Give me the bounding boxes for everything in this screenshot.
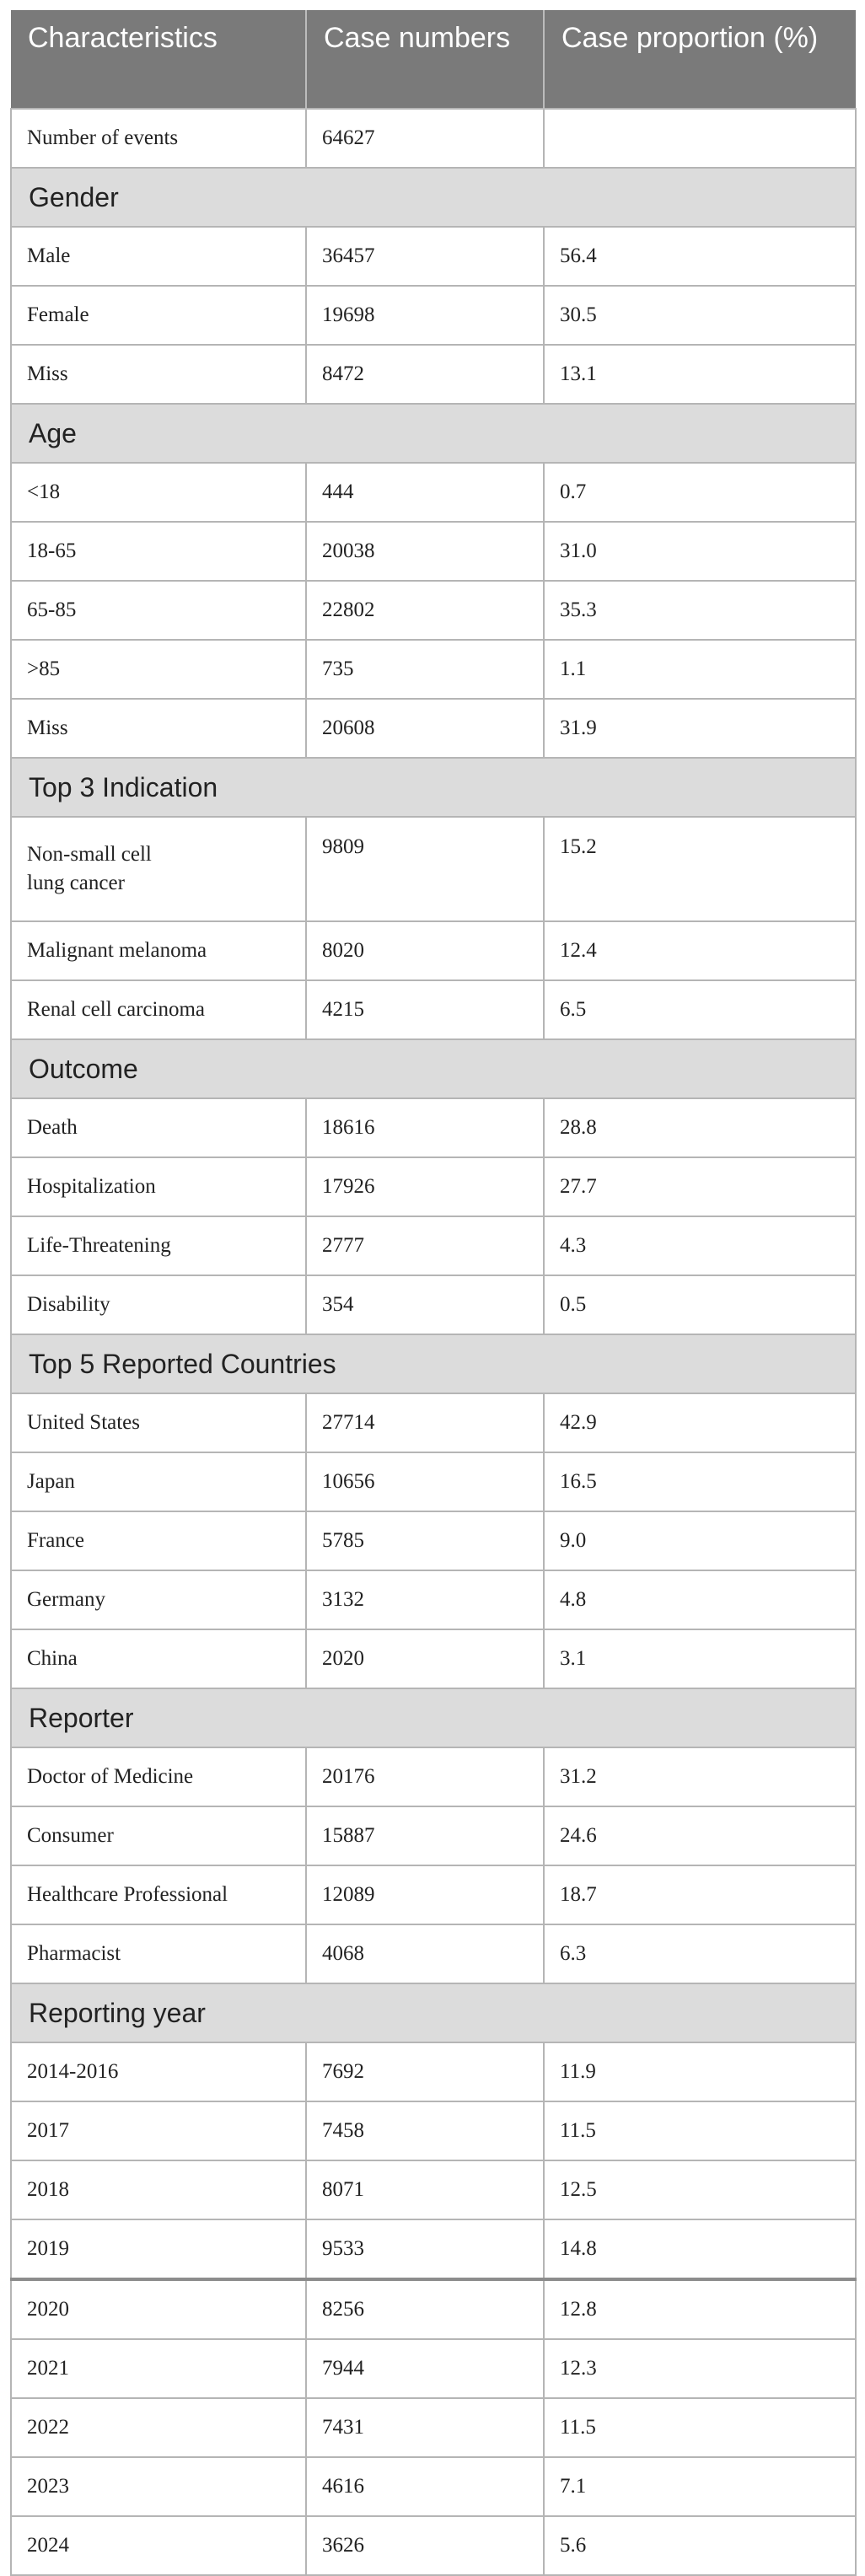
row-label: Pharmacist	[11, 1924, 306, 1983]
row-count: 735	[306, 640, 544, 699]
table-row	[11, 2516, 856, 2575]
row-count: 4068	[306, 1924, 544, 1983]
row-label: >85	[11, 640, 306, 699]
row-label: Number of events	[11, 109, 306, 168]
row-pct: 12.4	[544, 921, 856, 980]
row-pct: 6.3	[544, 1924, 856, 1983]
row-count: 20038	[306, 522, 544, 581]
table-row	[11, 1924, 856, 1983]
row-label: 2021	[11, 2339, 306, 2398]
row-count: 7944	[306, 2339, 544, 2398]
table-row	[11, 1157, 856, 1216]
row-count: 22802	[306, 581, 544, 640]
table-row	[11, 1747, 856, 1806]
table-row	[11, 1275, 856, 1334]
row-label: Male	[11, 227, 306, 286]
section-reporter	[11, 1688, 856, 1747]
row-count: 8071	[306, 2160, 544, 2219]
row-count: 20608	[306, 699, 544, 758]
header-characteristics: Characteristics	[11, 10, 306, 109]
row-pct: 5.6	[544, 2516, 856, 2575]
row-pct: 11.5	[544, 2398, 856, 2457]
row-pct: 7.1	[544, 2457, 856, 2516]
characteristics-table	[10, 10, 857, 2576]
row-label: France	[11, 1511, 306, 1570]
row-pct: 6.5	[544, 980, 856, 1039]
row-pct: 18.7	[544, 1865, 856, 1924]
row-count: 8472	[306, 345, 544, 404]
row-pct: 15.2	[544, 817, 856, 921]
table-row	[11, 2219, 856, 2279]
row-pct: 28.8	[544, 1098, 856, 1157]
row-pct: 24.6	[544, 1806, 856, 1865]
row-count: 19698	[306, 286, 544, 345]
table-row	[11, 640, 856, 699]
row-label: 2024	[11, 2516, 306, 2575]
row-pct: 12.3	[544, 2339, 856, 2398]
table-row	[11, 2101, 856, 2160]
row-count: 7431	[306, 2398, 544, 2457]
row-count: 444	[306, 463, 544, 522]
table-row	[11, 980, 856, 1039]
row-pct: 0.7	[544, 463, 856, 522]
table-row	[11, 1865, 856, 1924]
table-row	[11, 345, 856, 404]
table-row	[11, 1098, 856, 1157]
row-count: 2020	[306, 1629, 544, 1688]
row-label: Japan	[11, 1452, 306, 1511]
section-gender	[11, 168, 856, 227]
table-row	[11, 1806, 856, 1865]
table-row	[11, 463, 856, 522]
table-row	[11, 2042, 856, 2101]
row-count: 7692	[306, 2042, 544, 2101]
row-count: 7458	[306, 2101, 544, 2160]
row-pct: 16.5	[544, 1452, 856, 1511]
row-count: 9809	[306, 817, 544, 921]
row-label: 2019	[11, 2219, 306, 2279]
row-count: 10656	[306, 1452, 544, 1511]
table-row	[11, 2160, 856, 2219]
row-label: Renal cell carcinoma	[11, 980, 306, 1039]
row-label: 2020	[11, 2279, 306, 2339]
section-age	[11, 404, 856, 463]
row-pct: 31.0	[544, 522, 856, 581]
section-title: Top 3 Indication	[11, 758, 856, 817]
row-pct: 11.5	[544, 2101, 856, 2160]
table-row	[11, 1570, 856, 1629]
row-pct: 14.8	[544, 2219, 856, 2279]
section-title: Outcome	[11, 1039, 856, 1098]
table-row	[11, 581, 856, 640]
row-count: 9533	[306, 2219, 544, 2279]
row-label: Malignant melanoma	[11, 921, 306, 980]
row-pct: 31.9	[544, 699, 856, 758]
table-row	[11, 1629, 856, 1688]
row-pct	[544, 109, 856, 168]
table-row	[11, 286, 856, 345]
row-pct: 27.7	[544, 1157, 856, 1216]
table-row	[11, 817, 856, 921]
row-count: 12089	[306, 1865, 544, 1924]
row-label: Disability	[11, 1275, 306, 1334]
section-countries	[11, 1334, 856, 1393]
section-reporting-year	[11, 1983, 856, 2042]
row-pct: 31.2	[544, 1747, 856, 1806]
row-label: 2014-2016	[11, 2042, 306, 2101]
characteristics-table-container	[10, 10, 855, 2576]
table-row	[11, 2457, 856, 2516]
section-indication	[11, 758, 856, 817]
row-count: 3626	[306, 2516, 544, 2575]
header-case-numbers: Case numbers	[306, 10, 544, 109]
section-outcome	[11, 1039, 856, 1098]
row-count: 18616	[306, 1098, 544, 1157]
row-label: Germany	[11, 1570, 306, 1629]
table-row	[11, 2279, 856, 2339]
row-label: Miss	[11, 699, 306, 758]
row-count: 3132	[306, 1570, 544, 1629]
row-label: Death	[11, 1098, 306, 1157]
row-count: 20176	[306, 1747, 544, 1806]
row-label: Female	[11, 286, 306, 345]
table-row	[11, 1452, 856, 1511]
row-label: <18	[11, 463, 306, 522]
row-label: 65-85	[11, 581, 306, 640]
row-pct: 12.5	[544, 2160, 856, 2219]
row-pct: 3.1	[544, 1629, 856, 1688]
row-count: 4215	[306, 980, 544, 1039]
row-count: 4616	[306, 2457, 544, 2516]
row-label: Life-Threatening	[11, 1216, 306, 1275]
row-label: 2018	[11, 2160, 306, 2219]
row-pct: 11.9	[544, 2042, 856, 2101]
header-case-proportion: Case proportion (%)	[544, 10, 856, 109]
row-pct: 13.1	[544, 345, 856, 404]
row-label: 2022	[11, 2398, 306, 2457]
row-label: 18-65	[11, 522, 306, 581]
row-label: Miss	[11, 345, 306, 404]
table-row	[11, 699, 856, 758]
row-pct: 4.3	[544, 1216, 856, 1275]
row-pct: 42.9	[544, 1393, 856, 1452]
row-pct: 9.0	[544, 1511, 856, 1570]
row-label: Healthcare Professional	[11, 1865, 306, 1924]
row-pct: 0.5	[544, 1275, 856, 1334]
row-label: Hospitalization	[11, 1157, 306, 1216]
row-pct: 1.1	[544, 640, 856, 699]
row-count: 5785	[306, 1511, 544, 1570]
row-count: 15887	[306, 1806, 544, 1865]
row-label: United States	[11, 1393, 306, 1452]
table-row	[11, 227, 856, 286]
row-label: 2023	[11, 2457, 306, 2516]
row-count: 17926	[306, 1157, 544, 1216]
table-row	[11, 2339, 856, 2398]
row-label: 2017	[11, 2101, 306, 2160]
row-count: 2777	[306, 1216, 544, 1275]
section-title: Reporting year	[11, 1983, 856, 2042]
table-row	[11, 2398, 856, 2457]
section-title: Top 5 Reported Countries	[11, 1334, 856, 1393]
row-count: 8256	[306, 2279, 544, 2339]
table-row	[11, 921, 856, 980]
row-label: Consumer	[11, 1806, 306, 1865]
row-label	[11, 817, 306, 921]
row-label: Doctor of Medicine	[11, 1747, 306, 1806]
header-row	[11, 10, 856, 109]
row-pct: 4.8	[544, 1570, 856, 1629]
table-row	[11, 1216, 856, 1275]
row-pct: 35.3	[544, 581, 856, 640]
row-label: China	[11, 1629, 306, 1688]
section-title: Reporter	[11, 1688, 856, 1747]
row-count: 8020	[306, 921, 544, 980]
row-count: 64627	[306, 109, 544, 168]
row-pct: 30.5	[544, 286, 856, 345]
section-title: Gender	[11, 168, 856, 227]
table-row	[11, 1511, 856, 1570]
section-title: Age	[11, 404, 856, 463]
row-count: 36457	[306, 227, 544, 286]
row-label-line2: lung cancer	[27, 872, 125, 894]
row-count: 354	[306, 1275, 544, 1334]
row-pct: 56.4	[544, 227, 856, 286]
table-row	[11, 522, 856, 581]
row-label-line1: Non-small cell	[27, 843, 152, 866]
table-row	[11, 1393, 856, 1452]
table-row	[11, 109, 856, 168]
row-count: 27714	[306, 1393, 544, 1452]
row-pct: 12.8	[544, 2279, 856, 2339]
